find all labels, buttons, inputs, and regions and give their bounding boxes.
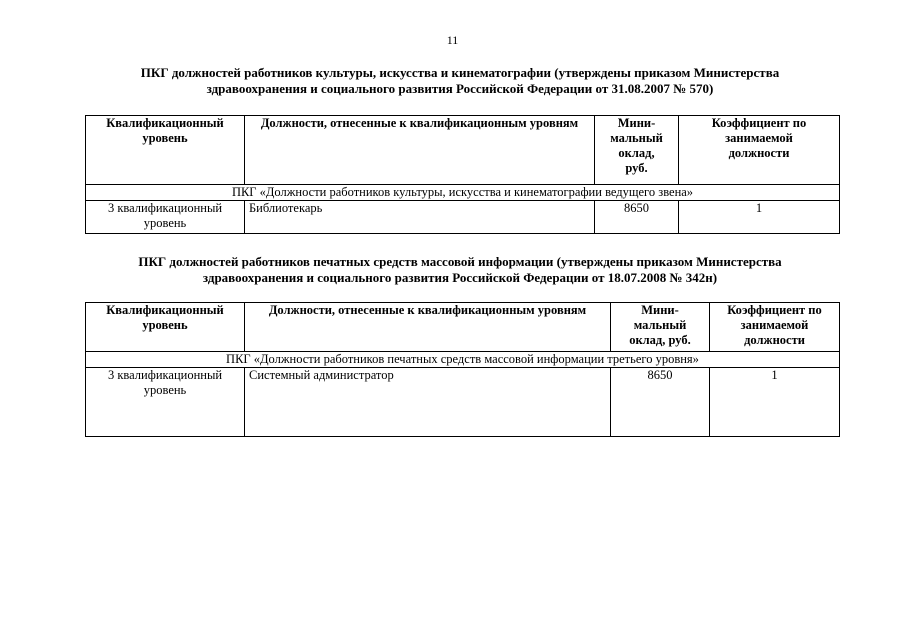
header-level: Квалификационный уровень bbox=[86, 303, 245, 352]
cell-position: Системный администратор bbox=[245, 368, 611, 437]
cell-level: 3 квалификационный уровень bbox=[86, 368, 245, 437]
header-positions: Должности, отнесенные к квалификационным уровням bbox=[245, 116, 595, 185]
cell-salary: 8650 bbox=[611, 368, 710, 437]
group-title: ПКГ «Должности работников культуры, искусства и кинематографии ведущего звена» bbox=[86, 185, 840, 201]
header-coefficient: Коэффициент по занимаемой должности bbox=[710, 303, 840, 352]
header-positions: Должности, отнесенные к квалификационным уровням bbox=[245, 303, 611, 352]
cell-coefficient: 1 bbox=[710, 368, 840, 437]
table-header-row bbox=[86, 303, 840, 352]
header-salary: Мини-мальный оклад, руб. bbox=[611, 303, 710, 352]
table-press bbox=[85, 302, 840, 437]
section-title-line: ПКГ должностей работников печатных средств массовой информации (утверждены приказом Министерства bbox=[138, 254, 782, 269]
cell-coefficient: 1 bbox=[679, 201, 840, 234]
header-coefficient: Коэффициент по занимаемой должности bbox=[679, 116, 840, 185]
section-title-line: здравоохранения и социального развития Российской Федерации от 31.08.2007 № 570) bbox=[206, 81, 714, 96]
header-salary: Мини-мальный оклад, руб. bbox=[595, 116, 679, 185]
section-title-press bbox=[70, 254, 850, 286]
section-title-culture bbox=[70, 65, 850, 97]
group-title: ПКГ «Должности работников печатных средств массовой информации третьего уровня» bbox=[86, 352, 840, 368]
cell-position: Библиотекарь bbox=[245, 201, 595, 234]
table-group-row bbox=[86, 185, 840, 201]
page-number: 11 bbox=[446, 33, 459, 47]
table-group-row bbox=[86, 352, 840, 368]
cell-salary: 8650 bbox=[595, 201, 679, 234]
table-row bbox=[86, 201, 840, 234]
table-row bbox=[86, 368, 840, 437]
table-culture bbox=[85, 115, 840, 234]
section-title-line: здравоохранения и социального развития Российской Федерации от 18.07.2008 № 342н) bbox=[202, 270, 718, 285]
table-header-row bbox=[86, 116, 840, 185]
header-level: Квалификационный уровень bbox=[86, 116, 245, 185]
section-title-line: ПКГ должностей работников культуры, искусства и кинематографии (утверждены приказом Министерства bbox=[140, 65, 780, 80]
cell-level: 3 квалификационный уровень bbox=[86, 201, 245, 234]
